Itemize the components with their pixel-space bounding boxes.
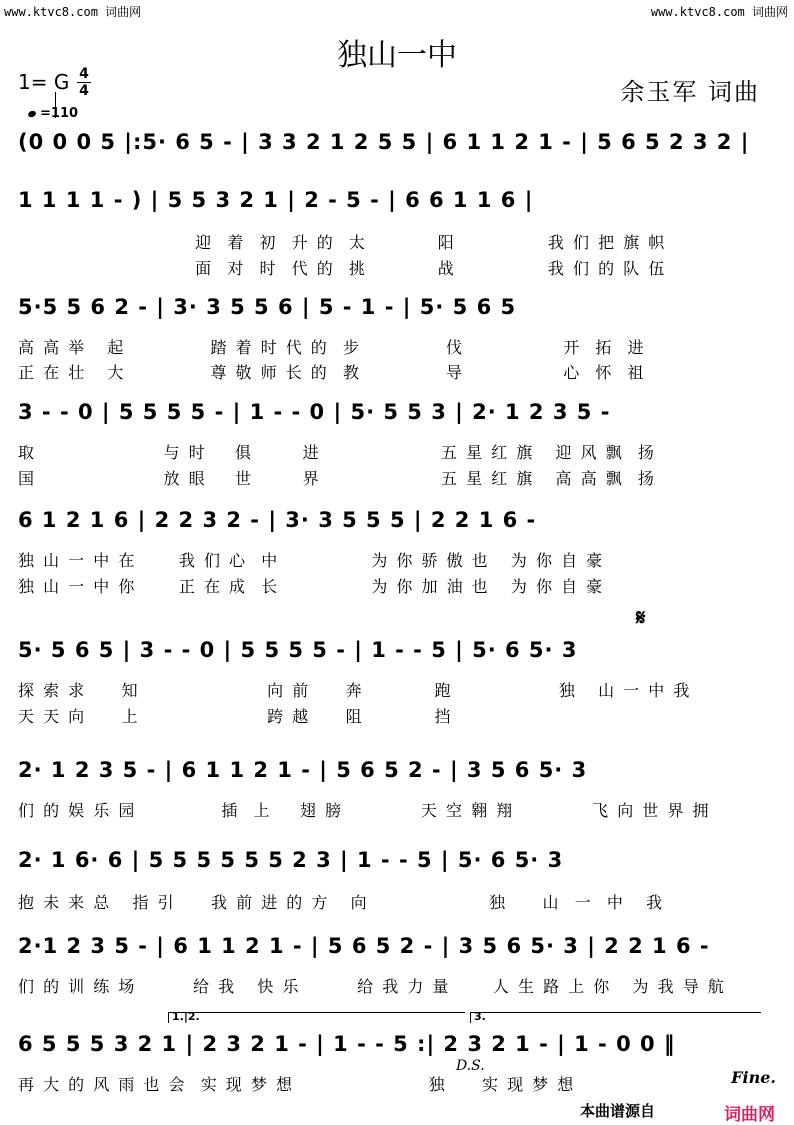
lyric-line: 面 对 时 代 的 挑 战 我 们 的 队 伍 [18, 259, 667, 278]
time-signature-top: 4 [79, 66, 89, 82]
lyric-line: 再 大 的 风 雨 也 会 实 现 梦 想 独 实 现 梦 想 [18, 1075, 576, 1094]
volta-label-1: 1.|2. [172, 1010, 200, 1023]
music-row: 2· 1 6· 6 | 5 5 5 5 5 5 2 3 | 1 - - 5 | 5· 6 5· 3 [18, 848, 564, 872]
lyric-line: 们 的 训 练 场 给 我 快 乐 给 我 力 量 人 生 路 上 你 为 我 导 航 [18, 977, 726, 996]
music-row: (0 0 0 5 |:5· 6 5 - | 3 3 2 1 2 5 5 | 6 1 1 2 1 - | 5 6 5 2 3 2 | [18, 130, 750, 154]
quarter-note-icon [27, 110, 37, 118]
lyric-line: 独 山 一 中 你 正 在 成 长 为 你 加 油 也 为 你 自 豪 [18, 577, 605, 596]
lyric-line: 抱 未 来 总 指 引 我 前 进 的 方 向 独 山 一 中 我 [18, 893, 665, 912]
lyric-line: 高 高 举 起 踏 着 时 代 的 步 伐 开 拓 进 [18, 338, 646, 357]
lyric-line: 独 山 一 中 在 我 们 心 中 为 你 骄 傲 也 为 你 自 豪 [18, 551, 605, 570]
time-signature [77, 66, 91, 99]
site-url-right[interactable]: www.ktvc8.com 词曲网 [650, 5, 788, 19]
lyric-line: 迎 着 初 升 的 太 阳 我 们 把 旗 帜 [18, 233, 667, 252]
composer-credits: 余玉军 词曲 [620, 78, 760, 106]
music-row: 3 - - 0 | 5 5 5 5 - | 1 - - 0 | 5· 5 5 3 | 2· 1 2 3 5 - [18, 400, 611, 424]
source-note: 本曲谱源自 [580, 1102, 656, 1120]
segno-sign: 𝄋 [636, 606, 646, 631]
music-row: 5·5 5 6 2 - | 3· 3 5 5 6 | 5 - 1 - | 5· 5 6 5 [18, 295, 517, 319]
lyric-line: 探 索 求 知 向 前 奔 跑 独 山 一 中 我 [18, 681, 692, 700]
volta-bracket-1 [168, 1012, 465, 1023]
site-url-left[interactable]: www.ktvc8.com 词曲网 [4, 5, 142, 19]
tempo-value: =110 [40, 106, 79, 121]
music-row: 2·1 2 3 5 - | 6 1 1 2 1 - | 5 6 5 2 - | 3 5 6 5· 3 | 2 2 1 6 - [18, 934, 710, 958]
lyric-line: 正 在 壮 大 尊 敬 师 长 的 教 导 心 怀 祖 [18, 363, 646, 382]
volta-label-2: 3. [474, 1010, 486, 1023]
key-signature: 1= G [18, 70, 70, 94]
music-row: 6 5 5 5 3 2 1 | 2 3 2 1 - | 1 - - 5 :| 2 3 2 1 - | 1 - 0 0 ‖ [18, 1032, 676, 1056]
music-row: 6 1 2 1 6 | 2 2 3 2 - | 3· 3 5 5 5 | 2 2 1 6 - [18, 508, 537, 532]
volta-bracket-2 [470, 1012, 761, 1023]
lyric-line: 们 的 娱 乐 园 插 上 翅 膀 天 空 翱 翔 飞 向 世 界 拥 [18, 801, 711, 820]
music-row: 5· 5 6 5 | 3 - - 0 | 5 5 5 5 - | 1 - - 5 | 5· 6 5· 3 [18, 638, 578, 662]
lyric-line: 天 天 向 上 跨 越 阻 挡 [18, 707, 453, 726]
lyric-line: 取 与 时 俱 进 五 星 红 旗 迎 风 飘 扬 [18, 443, 656, 462]
note-stem [55, 92, 56, 118]
site-logo[interactable]: 词曲网 [724, 1105, 775, 1125]
music-row: 1 1 1 1 - ) | 5 5 3 2 1 | 2 - 5 - | 6 6 1 1 6 | [18, 188, 534, 212]
dal-segno-marking: D.S. [456, 1058, 485, 1074]
music-row: 2· 1 2 3 5 - | 6 1 1 2 1 - | 5 6 5 2 - | 3 5 6 5· 3 [18, 758, 588, 782]
tempo-marking [28, 106, 78, 121]
fine-marking: Fine. [731, 1068, 776, 1087]
song-title: 独山一中 [337, 38, 457, 73]
lyric-line: 国 放 眼 世 界 五 星 红 旗 高 高 飘 扬 [18, 469, 656, 488]
time-signature-bottom: 4 [79, 83, 89, 99]
